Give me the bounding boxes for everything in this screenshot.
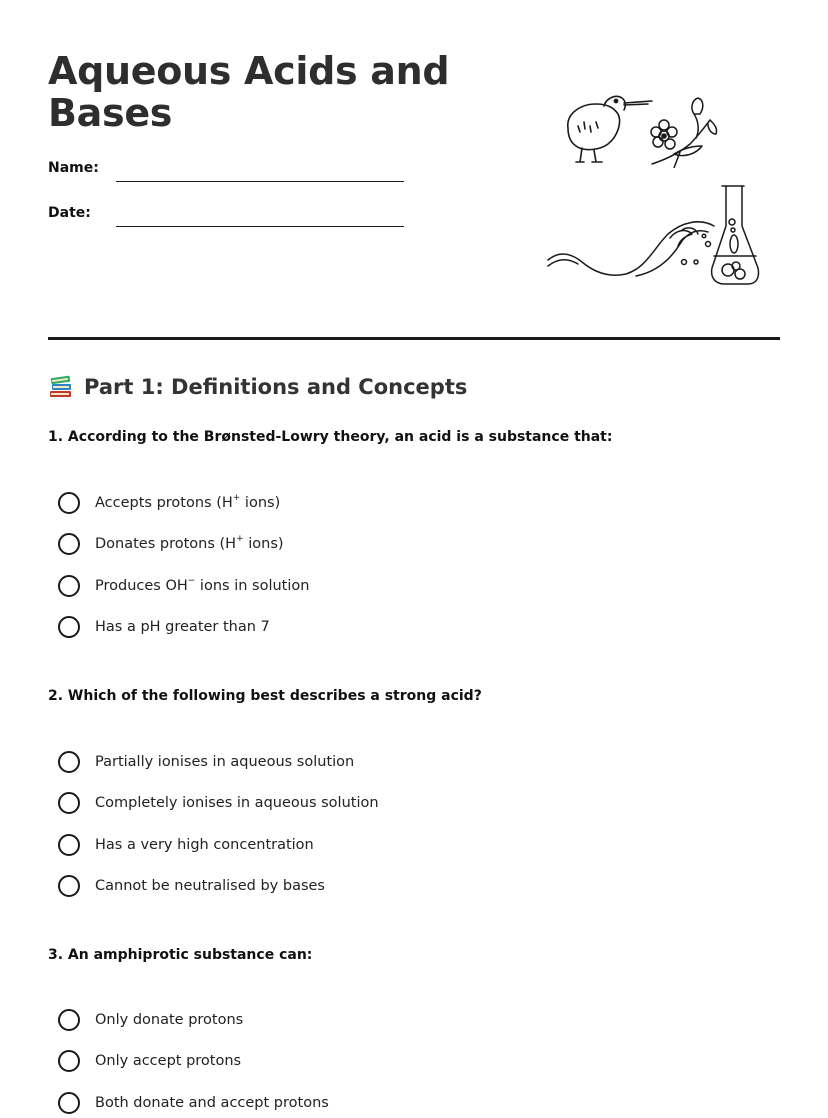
question-2: 2. Which of the following best describes a strong acid?: [48, 688, 482, 704]
option-label: Has a pH greater than 7: [95, 619, 270, 635]
radio-button[interactable]: [58, 834, 80, 856]
option-label: Only accept protons: [95, 1053, 242, 1069]
question-2-option-a[interactable]: [58, 750, 354, 774]
radio-button[interactable]: [58, 1092, 80, 1114]
question-3: 3. An amphiprotic substance can:: [48, 947, 313, 963]
flask-wave-icon: [546, 182, 760, 290]
question-1: 1. According to the Brønsted-Lowry theory, an acid is a substance that:: [48, 429, 613, 445]
question-2-option-c[interactable]: [58, 833, 314, 857]
radio-button[interactable]: [58, 1009, 80, 1031]
question-3-option-b[interactable]: [58, 1049, 241, 1073]
radio-button[interactable]: [58, 1050, 80, 1072]
date-field-line[interactable]: [116, 226, 404, 227]
radio-button[interactable]: [58, 616, 80, 638]
question-3-option-c[interactable]: [58, 1091, 329, 1115]
section-heading: [48, 374, 467, 400]
option-label: Has a very high concentration: [95, 837, 314, 853]
option-label: Completely ionises in aqueous solution: [95, 795, 379, 811]
question-2-option-d[interactable]: [58, 874, 325, 898]
radio-button[interactable]: [58, 492, 80, 514]
radio-button[interactable]: [58, 533, 80, 555]
radio-button[interactable]: [58, 875, 80, 897]
question-1-option-a[interactable]: [58, 491, 280, 515]
header-divider: [48, 337, 780, 340]
name-label: Name:: [48, 160, 99, 176]
question-2-option-b[interactable]: [58, 791, 379, 815]
flower-plant-icon: [644, 94, 724, 168]
question-3-option-a[interactable]: [58, 1008, 243, 1032]
books-icon: [48, 374, 74, 400]
radio-button[interactable]: [58, 792, 80, 814]
section-heading-text: Part 1: Definitions and Concepts: [84, 375, 468, 399]
option-label: Produces OH− ions in solution: [95, 576, 310, 594]
radio-button[interactable]: [58, 751, 80, 773]
option-label: Only donate protons: [95, 1012, 244, 1028]
question-1-option-d[interactable]: [58, 615, 270, 639]
worksheet-title: Aqueous Acids and Bases: [48, 49, 450, 135]
option-label: Both donate and accept protons: [95, 1095, 329, 1111]
option-label: Accepts protons (H+ ions): [95, 493, 281, 511]
date-label: Date:: [48, 205, 91, 221]
name-field-line[interactable]: [116, 181, 404, 182]
option-label: Partially ionises in aqueous solution: [95, 754, 355, 770]
question-1-option-b[interactable]: [58, 532, 284, 556]
kiwi-bird-icon: [560, 92, 656, 168]
option-label: Cannot be neutralised by bases: [95, 878, 325, 894]
radio-button[interactable]: [58, 575, 80, 597]
question-1-option-c[interactable]: [58, 574, 309, 598]
option-label: Donates protons (H+ ions): [95, 534, 284, 552]
